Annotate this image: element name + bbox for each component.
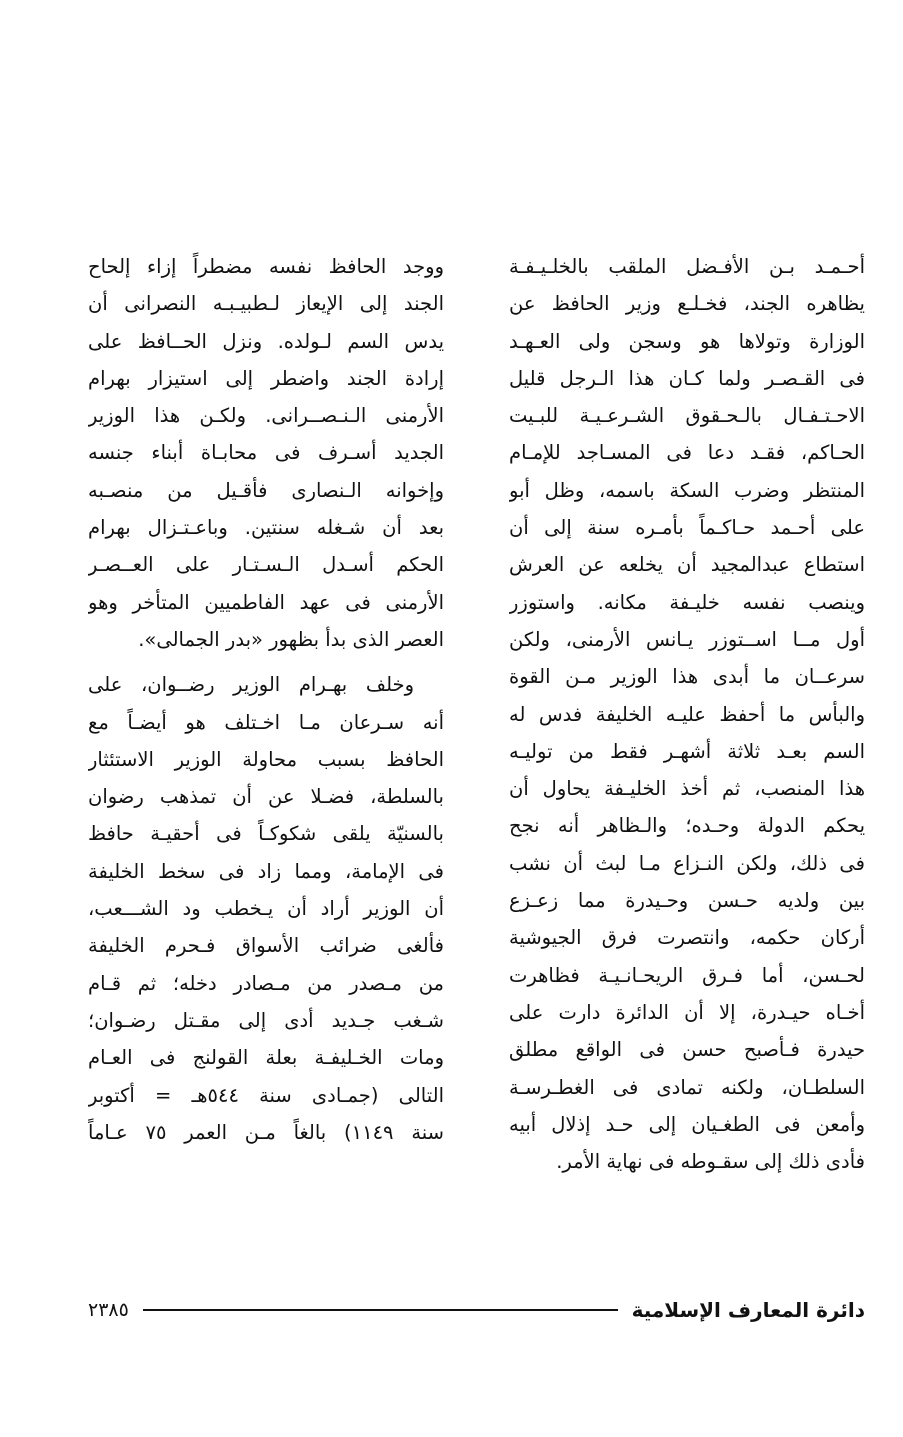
- text-line: العصر الذى بدأ بظهور «بدر الجمالى».: [138, 627, 444, 651]
- right-column: [509, 248, 865, 1180]
- text-line: السم بعـد ثلاثة أشهـر فقط من توليـه: [509, 739, 865, 763]
- text-line: بالسلطة، فضـلا عن أن تمذهب رضوان: [88, 785, 444, 809]
- text-line: ووجد الحافظ نفسه مضطراً إزاء إلحاح: [88, 255, 444, 278]
- text-line: الحكم أسـدل الـسـتـار على العــصـر: [88, 553, 444, 577]
- text-line: الحـاكم، فقـد دعا فى المسـاجد للإمـام: [509, 441, 865, 465]
- text-line: المنتظر وضرب السكة باسمه، وظل أبو: [509, 478, 865, 502]
- left-column-paragraph-2: [88, 666, 444, 1151]
- text-line: الأرمنى الـنـصــرانى. ولكـن هذا الوزير: [88, 404, 444, 428]
- text-line: بين ولديه حـسن وحـيدرة مما زعـزع: [509, 889, 865, 913]
- text-line: التالى (جمـادى سنة ٥٤٤هـ = أكتوبر: [88, 1083, 444, 1107]
- footer-title: دائرة المعارف الإسلامية: [631, 1298, 865, 1322]
- text-line: السلطـان، ولكنه تمادى فى الغطـرسـة: [509, 1075, 865, 1099]
- text-line: حيدرة فـأصبح حسن فى الواقع مطلق: [509, 1038, 865, 1062]
- text-line: فألغى ضرائب الأسواق فـحرم الخليفة: [88, 934, 444, 958]
- text-line: فى الإمامة، ومما زاد فى سخط الخليفة: [88, 859, 444, 883]
- text-line: هذا المنصب، ثم أخذ الخليـفة يحاول أن: [509, 777, 865, 801]
- right-column-paragraph: [509, 248, 865, 1180]
- text-line: أول مــا اســتوزر يـانس الأرمنى، ولكن: [509, 627, 865, 651]
- text-line: فى القـصـر ولما كـان هذا الـرجل قليل: [509, 366, 865, 390]
- page-footer: [88, 1292, 865, 1328]
- text-line: ومات الخـليفـة بعلة القولنج فى العـام: [88, 1046, 444, 1070]
- text-line: أخـاه حيـدرة، إلا أن الدائرة دارت على: [509, 1000, 865, 1024]
- left-column: [88, 248, 444, 1151]
- text-line: شـغب جـديد أدى إلى مقـتل رضـوان؛: [88, 1008, 444, 1032]
- text-line: يحكم الدولة وحـده؛ والـظاهر أنه نجح: [509, 814, 865, 838]
- text-line: فى ذلك، ولكن النـزاع مـا لبث أن نشب: [509, 851, 865, 875]
- text-line: الجند إلى الإيعاز لـطبيـبـه النصرانى أن: [88, 292, 444, 316]
- text-line: بعد أن شـغله سنتين. وباعـتـزال بهرام: [88, 516, 444, 540]
- text-line: الأرمنى فى عهد الفاطميين المتأخر وهو: [88, 590, 444, 614]
- text-line: الوزارة وتولاها هو وسجن ولى العـهـد: [509, 329, 865, 353]
- text-line: والبأس ما أحفظ عليـه الخليفة فدس له: [509, 702, 865, 726]
- text-line: وأمعن فى الطغـيان إلى حـد إذلال أبيه: [509, 1112, 865, 1136]
- text-line: أن الوزير أراد أن يـخطب ود الشـــعب،: [88, 897, 444, 921]
- text-line: أركان حكمه، وانتصرت فرق الجيوشية: [509, 926, 865, 950]
- text-line: يظاهره الجند، فخـلـع وزير الحافظ عن: [509, 292, 865, 316]
- text-line: سرعــان ما أبدى هذا الوزير مـن القوة: [509, 665, 865, 689]
- text-line: إرادة الجند واضطر إلى استيزار بهرام: [88, 366, 444, 390]
- left-column-paragraph-1: [88, 248, 444, 658]
- text-line: الجديد أسـرف فى محابـاة أبناء جنسه: [88, 441, 444, 465]
- text-line: سنة ١١٤٩) بالغاً مـن العمر ٧٥ عـاماً: [88, 1120, 444, 1144]
- text-line: وإخوانه الـنصارى فأقـيل من منصـبه: [88, 478, 444, 502]
- paragraph-gap: [88, 658, 444, 666]
- text-line: من مـصدر من مـصادر دخله؛ ثم قـام: [88, 971, 444, 995]
- text-line: يدس السم لـولده. ونزل الحــافظ على: [88, 329, 444, 353]
- text-line: أحـمـد بـن الأفـضل الملقب بالخلـيـفـة: [509, 255, 865, 278]
- text-line: الاحـتـفـال بالـحـقوق الشـرعـيـة للبـيت: [509, 404, 865, 428]
- text-line: بالسنيّة يلقى شكوكـاً فى أحقيـة حافظ: [88, 822, 444, 846]
- text-line: وينصب نفسه خليـفة مكانه. واستوزر: [509, 590, 865, 614]
- text-line: فأدى ذلك إلى سقـوطه فى نهاية الأمر.: [556, 1150, 865, 1174]
- text-line: وخلف بهـرام الوزير رضــوان، على: [88, 673, 414, 697]
- text-line: الحافظ بسبب محاولة الوزير الاستئثار: [88, 747, 444, 771]
- text-line: أنه سـرعان مـا اخـتلف هو أيضـاً مع: [88, 710, 444, 734]
- text-line: على أحـمد حـاكـماً بأمـره سنة إلى أن: [509, 516, 865, 540]
- text-line: لحـسن، أما فـرق الريحـانـيـة فظاهرت: [509, 963, 865, 987]
- footer-rule: [143, 1309, 618, 1311]
- text-line: استطاع عبدالمجيد أن يخلعه عن العرش: [509, 553, 865, 577]
- page-number: ٢٣٨٥: [88, 1299, 129, 1321]
